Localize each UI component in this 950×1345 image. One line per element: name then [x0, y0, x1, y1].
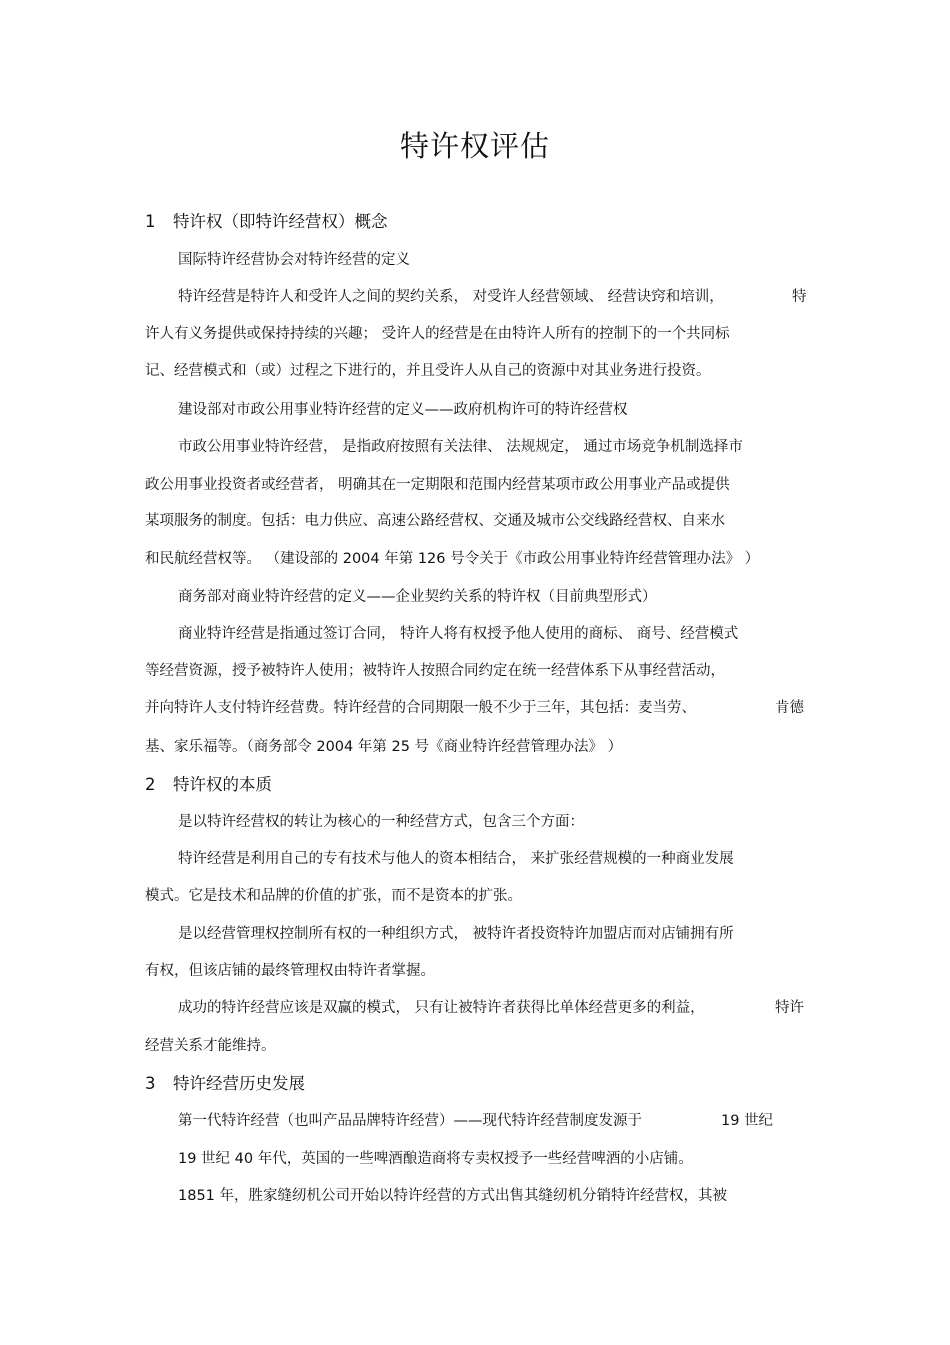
paragraph-line-end: 特许 — [775, 1000, 804, 1016]
paragraph-line: 特许经营是利用自己的专有技术与他人的资本相结合， 来扩张经营规模的一种商业发展 — [178, 851, 734, 867]
paragraph-line: 和民航经营权等。 （建设部的 2004 年第 126 号令关于《市政公用事业特许经营管理办法》 ） — [145, 551, 760, 567]
paragraph-line: 建设部对市政公用事业特许经营的定义——政府机构许可的特许经营权 — [178, 402, 628, 418]
paragraph-line: 记、经营模式和（或）过程之下进行的，并且受许人从自己的资源中对其业务进行投资。 — [145, 363, 711, 379]
page-title: 特许权评估 — [399, 129, 550, 163]
section-1-heading — [145, 212, 388, 232]
paragraph-line: 是以特许经营权的转让为核心的一种经营方式，包含三个方面： — [178, 814, 584, 830]
paragraph-line: 市政公用事业特许经营， 是指政府按照有关法律、 法规规定， 通过市场竞争机制选择市 — [178, 439, 743, 455]
paragraph-line: 等经营资源，授予被特许人使用；被特许人按照合同约定在统一经营体系下从事经营活动， — [145, 663, 725, 679]
paragraph-line: 1851 年，胜家缝纫机公司开始以特许经营的方式出售其缝纫机分销特许经营权，其被 — [178, 1188, 728, 1204]
paragraph-line: 基、家乐福等。（商务部令 2004 年第 25 号《商业特许经营管理办法》 ） — [145, 739, 623, 755]
section-3-number: 3 — [145, 1074, 156, 1093]
paragraph-line: 国际特许经营协会对特许经营的定义 — [178, 252, 410, 268]
paragraph-line: 商务部对商业特许经营的定义——企业契约关系的特许权（目前典型形式） — [178, 589, 657, 605]
section-3-title: 特许经营历史发展 — [173, 1074, 305, 1093]
paragraph-line: 经营关系才能维持。 — [145, 1038, 276, 1054]
paragraph-line: 19 世纪 40 年代，英国的一些啤酒酿造商将专卖权授予一些经营啤酒的小店铺。 — [178, 1151, 693, 1167]
section-1-title: 特许权（即特许经营权）概念 — [173, 212, 388, 231]
paragraph-line: 第一代特许经营（也叫产品品牌特许经营）——现代特许经营制度发源于 — [178, 1113, 642, 1129]
paragraph-line: 特许经营是特许人和受许人之间的契约关系， 对受许人经营领域、 经营诀窍和培训， — [178, 289, 724, 305]
paragraph-line: 商业特许经营是指通过签订合同， 特许人将有权授予他人使用的商标、 商号、经营模式 — [178, 626, 739, 642]
paragraph-line: 是以经营管理权控制所有权的一种组织方式， 被特许者投资特许加盟店而对店铺拥有所 — [178, 926, 734, 942]
paragraph-line: 有权，但该店铺的最终管理权由特许者掌握。 — [145, 963, 435, 979]
paragraph-line-end: 特 — [792, 289, 807, 305]
section-1-number: 1 — [145, 212, 156, 231]
paragraph-line: 并向特许人支付特许经营费。特许经营的合同期限一般不少于三年，其包括：麦当劳、 — [145, 700, 696, 716]
section-3-heading — [145, 1074, 305, 1094]
paragraph-line: 许人有义务提供或保持持续的兴趣； 受许人的经营是在由特许人所有的控制下的一个共同标 — [145, 326, 730, 342]
section-2-number: 2 — [145, 775, 156, 794]
paragraph-line-end: 肯德 — [775, 700, 804, 716]
paragraph-line: 模式。它是技术和品牌的价值的扩张，而不是资本的扩张。 — [145, 888, 522, 904]
section-2-heading — [145, 775, 272, 795]
paragraph-line: 某项服务的制度。包括：电力供应、高速公路经营权、交通及城市公交线路经营权、自来水 — [145, 513, 725, 529]
paragraph-line: 政公用事业投资者或经营者， 明确其在一定期限和范围内经营某项市政公用事业产品或提供 — [145, 477, 730, 493]
paragraph-line-end: 19 世纪 — [721, 1113, 774, 1129]
paragraph-line: 成功的特许经营应该是双赢的模式， 只有让被特许者获得比单体经营更多的利益， — [178, 1000, 705, 1016]
section-2-title: 特许权的本质 — [173, 775, 272, 794]
